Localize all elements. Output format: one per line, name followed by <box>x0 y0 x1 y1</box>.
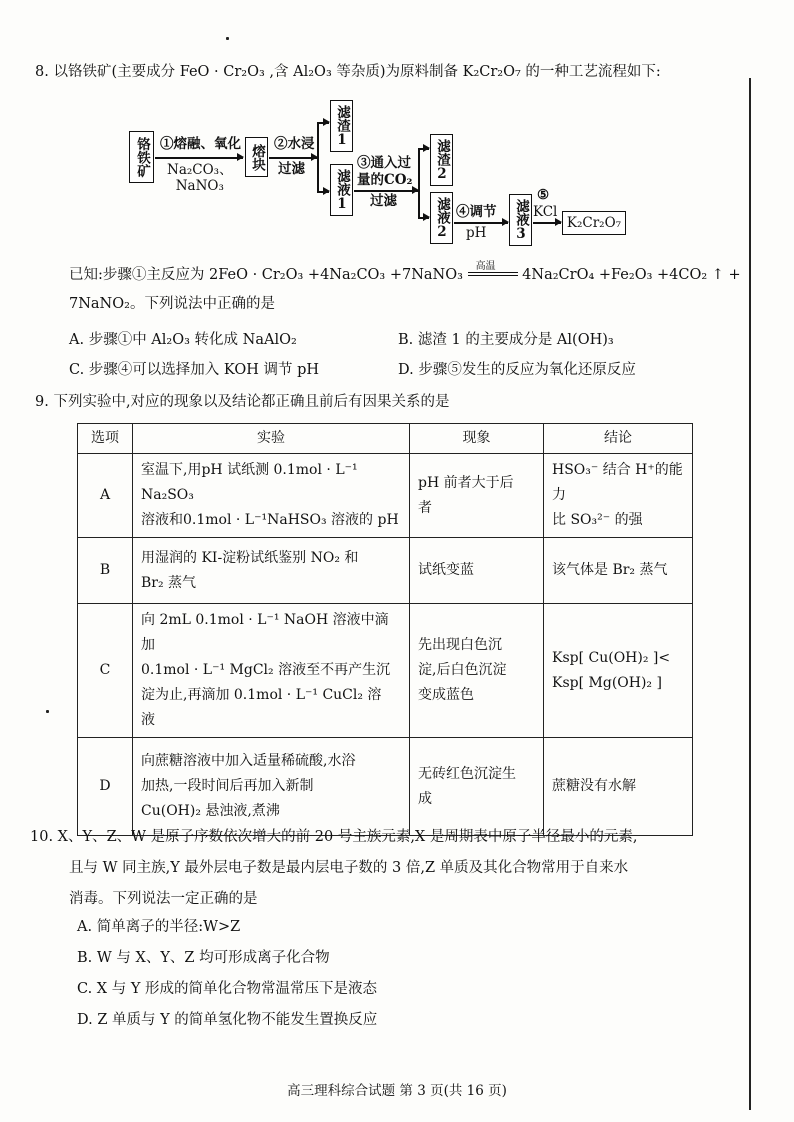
q9-stem: 9. 下列实验中,对应的现象以及结论都正确且前后有因果关系的是 <box>35 394 450 410</box>
row-experiment: 室温下,用pH 试纸测 0.1mol · L⁻¹ Na₂SO₃ 溶液和0.1mol · L⁻¹NaHSO₃ 溶液的 pH <box>133 454 410 538</box>
q10-stem-line: 且与 W 同主族,Y 最外层电子数是最内层电子数的 3 倍,Z 单质及其化合物常用于自来水 <box>69 860 629 876</box>
page-footer: 高三理科综合试题 第 3 页(共 16 页) <box>287 1083 507 1099</box>
q8-known-suffix: 4Na₂CrO₄ +Fe₂O₃ +4CO₂ ↑ + <box>522 267 741 283</box>
q8-known-condition: 高温 <box>475 260 496 272</box>
q9-table <box>77 423 693 836</box>
table-row <box>78 538 693 604</box>
flow-step2-sub: 过滤 <box>278 161 305 177</box>
row-option: A <box>78 454 133 538</box>
row-conclusion: HSO₃⁻ 结合 H⁺的能力 比 SO₃²⁻ 的强 <box>544 454 693 538</box>
flow-arrow <box>269 157 317 159</box>
scan-mark <box>226 37 229 40</box>
row-option: B <box>78 538 133 604</box>
row-experiment: 向蔗糖溶液中加入适量稀硫酸,水浴 加热,一段时间后再加入新制 Cu(OH)₂ 悬浊液,煮沸 <box>133 738 410 836</box>
flow-arrow <box>418 217 429 219</box>
flow-ore-box: 铬铁矿 <box>129 131 154 183</box>
margin-rule <box>749 78 751 1110</box>
q10-option-a: A. 简单离子的半径:W>Z <box>77 919 241 935</box>
row-option: D <box>78 738 133 836</box>
row-phenomenon: pH 前者大于后 者 <box>410 454 544 538</box>
flow-filtrate1-box: 滤液1 <box>330 164 353 216</box>
flow-step3-sub: 过滤 <box>370 193 397 209</box>
flow-melt-box: 熔块 <box>245 137 268 177</box>
flow-arrow <box>317 191 329 193</box>
table-row <box>78 604 693 738</box>
q8-option-d: D. 步骤⑤发生的反应为氧化还原反应 <box>398 362 636 378</box>
flow-step5-label: ⑤ <box>537 187 550 203</box>
row-phenomenon: 试纸变蓝 <box>410 538 544 604</box>
table-row <box>78 454 693 538</box>
flow-arrow <box>418 148 429 150</box>
header-phenomenon: 现象 <box>410 424 544 454</box>
flow-step5-sub: KCl <box>533 204 558 220</box>
flow-step4-sub: pH <box>466 225 487 241</box>
flow-residue1-box: 滤渣1 <box>330 100 353 152</box>
flow-arrow <box>533 222 561 224</box>
q8-known-equation <box>69 260 741 285</box>
flow-residue2-box: 滤渣2 <box>430 134 453 186</box>
q8-known-prefix: 已知:步骤①主反应为 2FeO · Cr₂O₃ +4Na₂CO₃ +7NaNO₃ <box>69 267 463 283</box>
flow-arrow <box>317 122 329 124</box>
q10-stem-line: 消毒。下列说法一定正确的是 <box>69 891 258 907</box>
flow-arrow <box>354 190 418 192</box>
header-option: 选项 <box>78 424 133 454</box>
q10-option-c: C. X 与 Y 形成的简单化合物常温常压下是液态 <box>77 981 378 997</box>
row-experiment: 向 2mL 0.1mol · L⁻¹ NaOH 溶液中滴加 0.1mol · L⁻¹ MgCl₂ 溶液至不再产生沉 淀为止,再滴加 0.1mol · L⁻¹ CuCl₂ 溶 液 <box>133 604 410 738</box>
header-experiment: 实验 <box>133 424 410 454</box>
row-conclusion: Ksp[ Cu(OH)₂ ]< Ksp[ Mg(OH)₂ ] <box>544 604 693 738</box>
flow-step1-label: ①熔融、氧化 <box>160 136 241 152</box>
q8-option-c: C. 步骤④可以选择加入 KOH 调节 pH <box>69 362 320 378</box>
flow-arrow <box>454 222 508 224</box>
flow-step1-reagents: Na₂CO₃、 NaNO₃ <box>167 162 233 194</box>
q8-stem: 8. 以铬铁矿(主要成分 FeO · Cr₂O₃ ,含 Al₂O₃ 等杂质)为原料制备 K₂Cr₂O₇ 的一种工艺流程如下: <box>35 64 661 80</box>
q10-option-d: D. Z 单质与 Y 的简单氢化物不能发生置换反应 <box>77 1012 378 1028</box>
row-conclusion: 该气体是 Br₂ 蒸气 <box>544 538 693 604</box>
flow-branch-line <box>418 148 420 218</box>
table-header-row <box>78 424 693 454</box>
q8-known-line2: 7NaNO₂。下列说法中正确的是 <box>69 296 275 312</box>
flow-step2-label: ②水浸 <box>274 136 315 152</box>
scan-mark <box>46 710 49 713</box>
reaction-condition-arrow <box>468 260 518 277</box>
flow-step3-label: ③通入过 量的CO₂ <box>357 155 413 188</box>
table-row <box>78 738 693 836</box>
q10-option-b: B. W 与 X、Y、Z 均可形成离子化合物 <box>77 950 330 966</box>
row-experiment: 用湿润的 KI-淀粉试纸鉴别 NO₂ 和 Br₂ 蒸气 <box>133 538 410 604</box>
flow-filtrate3-box: 滤液3 <box>509 194 532 246</box>
q8-option-b: B. 滤渣 1 的主要成分是 Al(OH)₃ <box>398 332 614 348</box>
q8-option-a: A. 步骤①中 Al₂O₃ 转化成 NaAlO₂ <box>69 332 297 348</box>
q10-stem-line: 10. X、Y、Z、W 是原子序数依次增大的前 20 号主族元素,X 是周期表中原子半径最小的元素, <box>30 829 638 845</box>
flow-arrow <box>155 157 243 159</box>
flow-filtrate2-box: 滤液2 <box>430 192 453 244</box>
row-conclusion: 蔗糖没有水解 <box>544 738 693 836</box>
row-phenomenon: 先出现白色沉 淀,后白色沉淀 变成蓝色 <box>410 604 544 738</box>
flow-branch-line <box>317 122 319 192</box>
header-conclusion: 结论 <box>544 424 693 454</box>
row-option: C <box>78 604 133 738</box>
row-phenomenon: 无砖红色沉淀生 成 <box>410 738 544 836</box>
flow-product-box: K₂Cr₂O₇ <box>562 211 626 235</box>
flow-step4-label: ④调节 <box>456 204 497 220</box>
